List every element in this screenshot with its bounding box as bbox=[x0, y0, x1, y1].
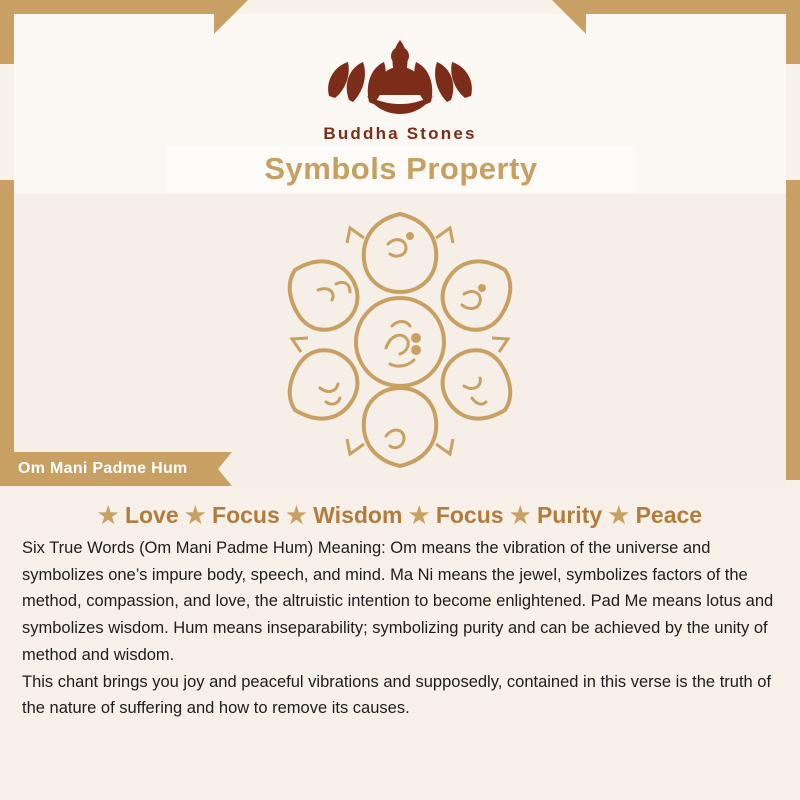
keyword-5: Purity bbox=[536, 502, 603, 528]
corner-frame-top-right-horizontal bbox=[568, 0, 800, 14]
keyword-6: Peace bbox=[635, 502, 703, 528]
body-paragraph-2: This chant brings you joy and peaceful vibrations and supposedly, contained in this verse is the truth of the nature of suffering and how to remove its causes. bbox=[22, 672, 772, 718]
tag-label: Om Mani Padme Hum bbox=[18, 460, 188, 477]
brand-name: Buddha Stones bbox=[323, 124, 477, 143]
keyword-1: Love bbox=[124, 502, 179, 528]
brand-logo bbox=[0, 22, 800, 144]
star-icon-4: ★ bbox=[408, 502, 430, 528]
om-mani-padme-hum-tag bbox=[0, 452, 218, 486]
corner-frame-middle-right-vertical bbox=[786, 180, 800, 480]
keyword-2: Focus bbox=[212, 502, 280, 528]
star-icon-3: ★ bbox=[286, 502, 307, 528]
star-icon-5: ★ bbox=[509, 502, 531, 528]
mandala-area bbox=[14, 194, 786, 490]
body-copy bbox=[0, 535, 800, 722]
description-block bbox=[0, 486, 800, 800]
keyword-3: Wisdom bbox=[313, 502, 403, 528]
tag-ribbon-notch bbox=[218, 452, 232, 486]
lotus-meditation-figure-icon bbox=[315, 22, 485, 118]
corner-frame-top-left-horizontal bbox=[0, 0, 232, 14]
corner-frame-middle-left-vertical bbox=[0, 180, 14, 480]
star-icon-1: ★ bbox=[97, 502, 119, 528]
star-icon-6: ★ bbox=[608, 502, 630, 528]
page-title: Symbols Property bbox=[264, 151, 538, 186]
keyword-list bbox=[0, 502, 800, 529]
star-icon-2: ★ bbox=[185, 502, 206, 528]
om-mani-padme-hum-lotus-mandala-icon bbox=[250, 198, 550, 486]
body-paragraph-1: Six True Words (Om Mani Padme Hum) Meaning: Om means the vibration of the universe and symbolizes one’s impure body, speech, and mind. Ma Ni means the jewel, symbolizes factors of the method, compassion, and love, the altruistic intention to become enlightened. Pad Me means lotus and symbolizes wisdom. Hum means inseparability; symbolizing purity and can be achieved by the unity of method and wisdom. bbox=[22, 539, 774, 664]
keyword-4: Focus bbox=[435, 502, 504, 528]
title-band bbox=[166, 145, 636, 193]
